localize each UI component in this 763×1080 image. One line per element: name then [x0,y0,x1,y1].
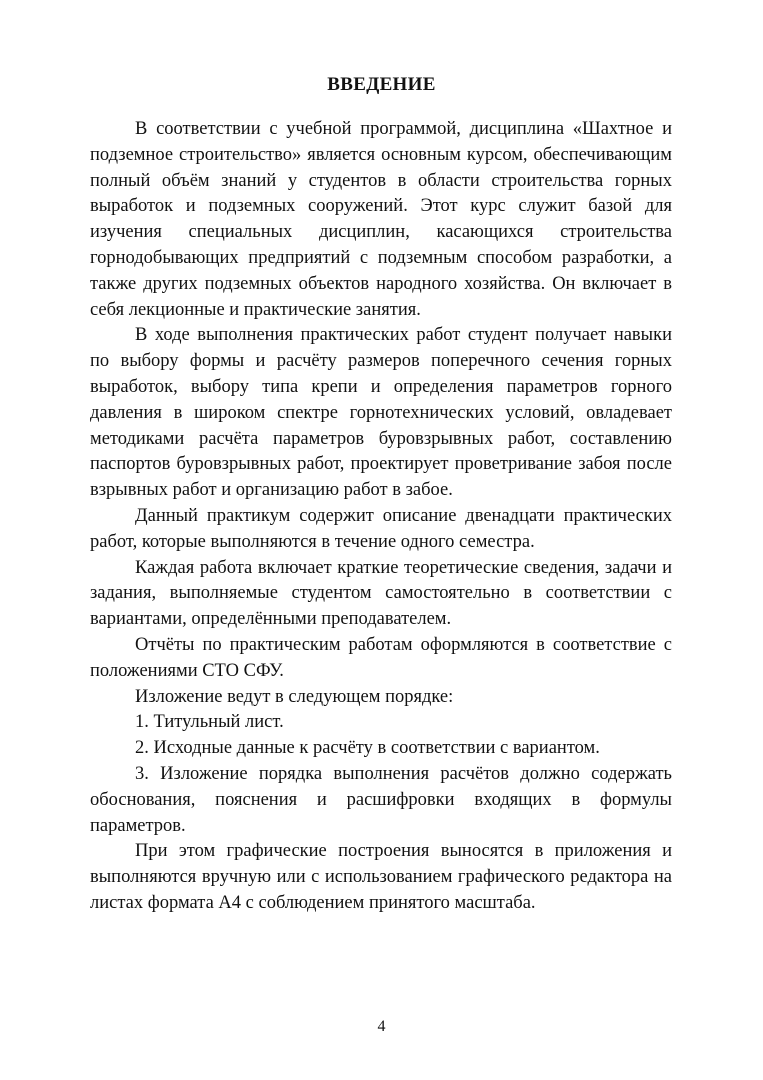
paragraph: При этом графические построения выносятся в приложения и выполняются вручную или с использованием графического редактора на листах формата А4 с соблюдением принятого масштаба. [90,841,672,913]
list-item: 1. Титульный лист. [135,712,284,733]
paragraph: В ходе выполнения практических работ студент получает навыки по выбору формы и расчёту размеров поперечного сечения горных выработок, выбору типа крепи и определения параметров горного давления в широком спектре горнотехнических условий, овладевает методиками расчёта параметров буровзрывных работ, составлению паспортов буровзрывных работ, проектирует проветривание забоя после взрывных работ и организацию работ в забое. [90,325,672,501]
paragraph: Данный практикум содержит описание двенадцати практических работ, которые выполняются в течение одного семестра. [90,505,672,552]
paragraph: Отчёты по практическим работам оформляются в соответствие с положениями СТО СФУ. [90,634,672,681]
list-item: 2. Исходные данные к расчёту в соответствии с вариантом. [135,738,600,759]
paragraph: Каждая работа включает краткие теоретические сведения, задачи и задания, выполняемые студентом самостоятельно в соответствии с вариантами, определёнными преподавателем. [90,557,672,630]
document-body [90,117,672,917]
page-title: ВВЕДЕНИЕ [327,74,436,95]
list-item: 3. Изложение порядка выполнения расчётов должно содержать обоснования, пояснения и расшифровки входящих в формулы параметров. [90,763,672,836]
paragraph: В соответствии с учебной программой, дисциплина «Шахтное и подземное строительство» является основным курсом, обеспечивающим полный объём знаний у студентов в области строительства горных выработок и подземных сооружений. Этот курс служит базой для изучения специальных дисциплин, касающихся строительства горнодобывающих предприятий с подземным способом разработки, а также других подземных объектов народного хозяйства. Он включает в себя лекционные и практические занятия. [90,119,672,320]
paragraph: Изложение ведут в следующем порядке: [135,686,454,707]
page-number: 4 [377,1018,386,1035]
